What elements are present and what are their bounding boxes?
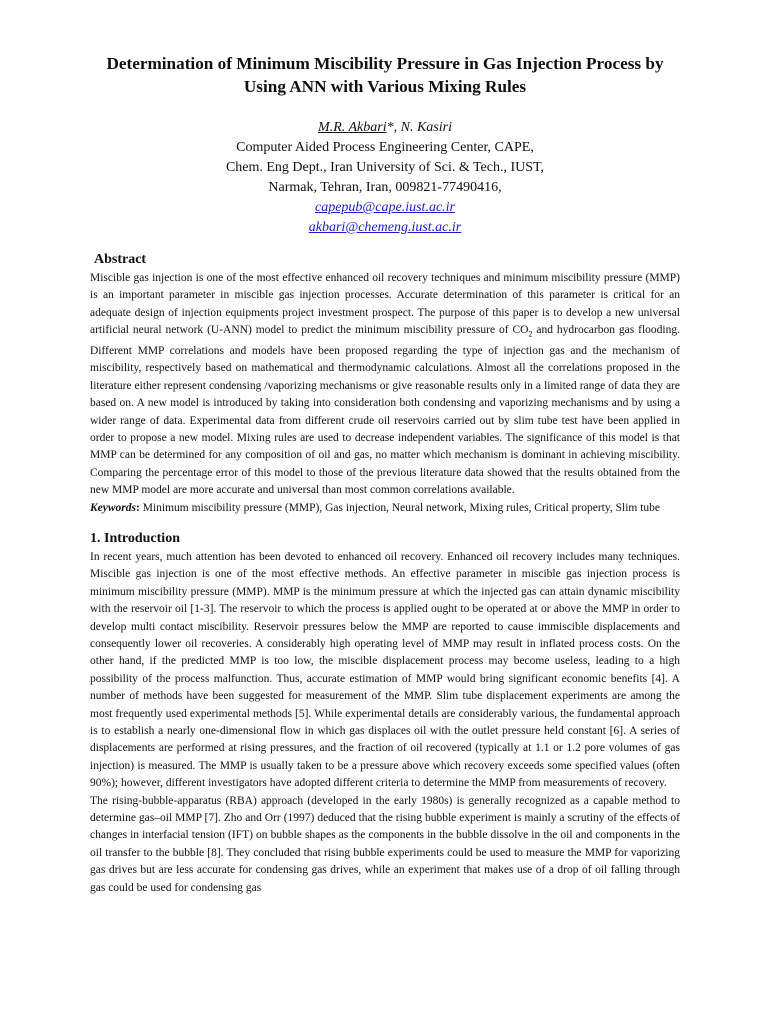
author-names xyxy=(90,118,680,138)
abstract-text-part2: and hydrocarbon gas flooding. Different MMP correlations and models have been proposed regarding the type of injection gas and the mechanism of miscibility, respectively based on mathematical and thermodynamic calculations. Almost all the correlations proposed in the literature either represent condensing /vaporizing mechanisms or give reasonable results only in a limited range of data they are based on. A new model is introduced by taking into consideration both condensing and vaporizing mechanisms and by using a wider range of data. Experimental data from different crude oil reservoirs carried out by slim tube test have been applied in order to propose a new model. Mixing rules are used to decrease independent variables. The significance of this model is that MMP can be determined for any composition of oil and gas, no matter which mechanism is dominant in achieving miscibility. Comparing the percentage error of this model to those of the previous literature data showed that the results obtained from the new MMP model are more accurate and universal than most common correlations available. xyxy=(90,324,680,497)
affiliation-line: Narmak, Tehran, Iran, 009821-77490416, xyxy=(268,180,502,195)
other-authors: *, N. Kasiri xyxy=(386,120,452,135)
email-link-akbari[interactable]: akbari@chemeng.iust.ac.ir xyxy=(308,220,462,235)
first-author: M.R. Akbari xyxy=(318,120,387,135)
affiliation-line: Computer Aided Process Engineering Center, CAPE, xyxy=(236,140,534,155)
author-block xyxy=(90,118,680,238)
affiliation-line: Chem. Eng Dept., Iran University of Sci. & Tech., IUST, xyxy=(225,160,545,175)
keywords-colon: : xyxy=(136,501,140,514)
keywords-label: Keywords xyxy=(90,501,136,514)
email-link-cape[interactable]: capepub@cape.iust.ac.ir xyxy=(314,200,455,215)
intro-paragraph-2: The rising-bubble-apparatus (RBA) approach (developed in the early 1980s) is generally recognized as a capable method to determine gas–oil MMP [7]. Zho and Orr (1997) deduced that the rising bubble experiment is mainly a scrutiny of the effects of changes in interfacial tension (IFT) on bubble shapes as the components in the bubble dissolve in the oil and components in the oil transfer to the bubble [8]. They concluded that rising bubble experiments could be used to measure the MMP for vaporizing gas drives but are less accurate for condensing gas drives, while an experiment that makes use of a drop of oil falling through gas could be used for condensing gas xyxy=(90,794,680,894)
paper-title: Determination of Minimum Miscibility Pressure in Gas Injection Process by Using ANN with Various Mixing Rules xyxy=(106,54,664,96)
intro-paragraph-1: In recent years, much attention has been devoted to enhanced oil recovery. Enhanced oil recovery includes many techniques. Miscible gas injection is one of the most effective methods. An effective parameter in miscible gas injection process is minimum miscibility pressure (MMP). MMP is the minimum pressure at which the injected gas can attain dynamic miscibility with the reservoir oil [1-3]. The reservoir to which the process is applied ought to be operated at or above the MMP in order to develop multi contact miscibility. Reservoir pressures below the MMP are reported to cause immiscible displacements and consequently lower oil recoveries. A considerably high operating level of MMP may result in inflated process costs. On the other hand, if the predicted MMP is too low, the miscible displacement process may become useless, leading to a high possibility of the process malfunction. Thus, accurate estimation of MMP would bring significant economic benefits [4]. A number of methods have been suggested for measurement of the MMP. Slim tube displacement experiments are among the most frequently used experimental methods [5]. While experimental details are considerably various, the fundamental approach is to establish a nearly one-dimensional flow in which gas displaces oil with the outlet pressure held constant [6]. A series of displacements are performed at rising pressures, and the fraction of oil recovered (typically at 1.1 or 1.2 pore volumes of gas injection) is measured. The MMP is usually taken to be a pressure above which recovery exceeds some specified values (often 90%); however, different investigators have adopted different criteria to determine the MMP from measurements of recovery. xyxy=(90,550,680,790)
abstract-heading: Abstract xyxy=(94,252,147,267)
co2-subscript: 2 xyxy=(528,329,533,339)
keywords xyxy=(90,500,680,517)
abstract-text-part1: Miscible gas injection is one of the most effective enhanced oil recovery techniques and minimum miscibility pressure (MMP) is an important parameter in miscible gas injection processes. Accurate determination of this parameter is critical for an adequate design of injection equipments project investment prospect. The purpose of this paper is to develop a new universal artificial neural network (U-ANN) model to predict the minimum miscibility pressure of CO xyxy=(90,272,680,337)
abstract-text xyxy=(90,270,680,500)
section-heading-introduction: 1. Introduction xyxy=(90,530,180,546)
keywords-text: Minimum miscibility pressure (MMP), Gas injection, Neural network, Mixing rules, Critical property, Slim tube xyxy=(139,501,661,514)
